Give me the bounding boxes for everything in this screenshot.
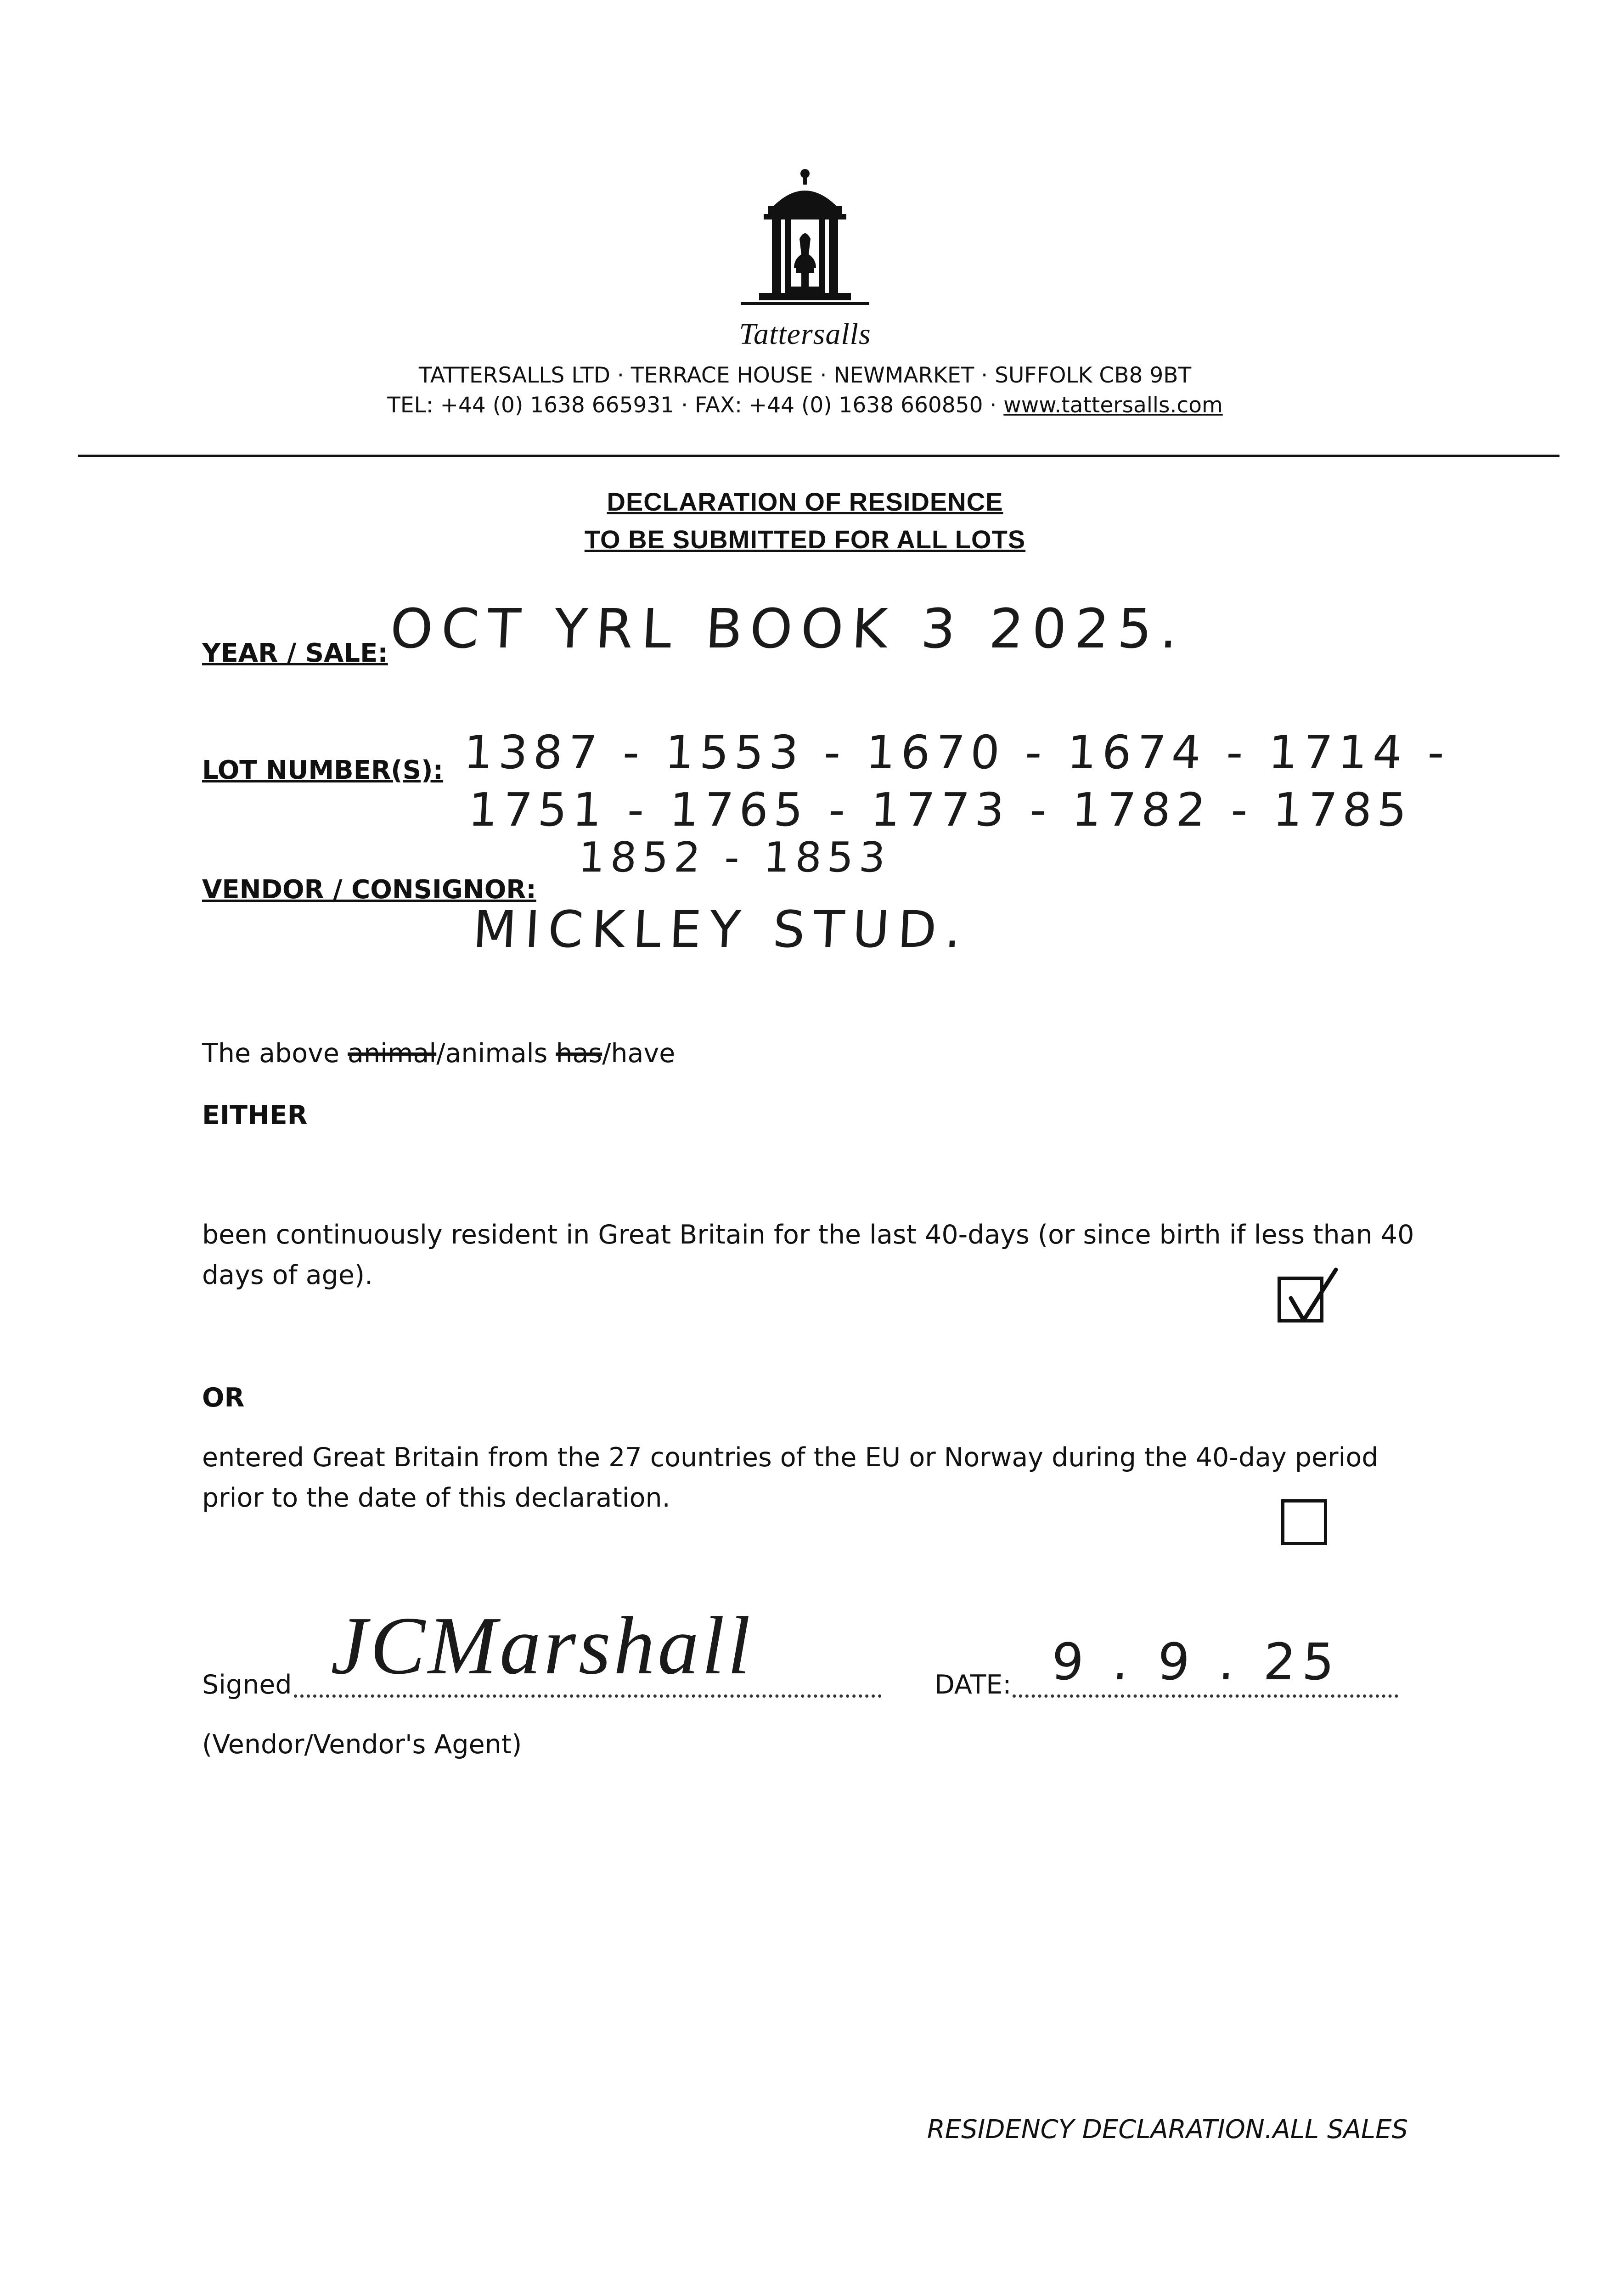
company-contact [0,393,1610,418]
checkmark-icon [1281,1266,1345,1330]
date-label: DATE: [934,1670,1012,1700]
vendor-value[interactable]: MICKLEY STUD. [471,900,971,959]
vendor-label: VENDOR / CONSIGNOR: [202,875,536,905]
lot-numbers-line3[interactable]: 1852 - 1853 [577,833,892,882]
contact-phone-fax: TEL: +44 (0) 1638 665931 · FAX: +44 (0) 1638 660850 · [387,393,1004,418]
date-value[interactable]: 9 . 9 . 25 [1050,1632,1343,1691]
signer-role: (Vendor/Vendor's Agent) [202,1729,522,1760]
brand-name: Tattersalls [739,317,871,351]
above-animals-statement [202,1033,675,1074]
option2-line2: prior to the date of this declaration. [202,1483,670,1513]
signature[interactable]: JCMarshall [331,1600,754,1691]
form-title-line2: TO BE SUBMITTED FOR ALL LOTS [584,525,1026,554]
have-text: /have [602,1038,676,1069]
signature-line [294,1694,882,1698]
date-line [1013,1694,1398,1698]
footer-form-id: RESIDENCY DECLARATION.ALL SALES [927,2115,1408,2144]
animals-text: /animals [436,1038,556,1069]
option2-line1: entered Great Britain from the 27 countries of the EU or Norway during the 40-day period [202,1442,1379,1473]
animal-struck: animal [348,1038,437,1069]
signed-label: Signed [202,1670,292,1700]
either-heading: EITHER [202,1100,308,1131]
option1-checkbox[interactable] [1278,1277,1323,1322]
lot-numbers-line2[interactable]: 1751 - 1765 - 1773 - 1782 - 1785 [467,783,1414,837]
year-sale-value[interactable]: OCT YRL BOOK 3 2025. [388,597,1188,660]
has-struck: has [556,1038,602,1069]
or-heading: OR [202,1383,245,1413]
company-address: TATTERSALLS LTD · TERRACE HOUSE · NEWMARKET · SUFFOLK CB8 9BT [418,363,1192,388]
website-link[interactable]: www.tattersalls.com [1003,393,1223,418]
tattersalls-logo-icon [741,165,869,317]
header-rule [78,455,1559,457]
form-title-line1: DECLARATION OF RESIDENCE [607,487,1003,516]
option1-line2: days of age). [202,1260,373,1290]
option1-line1: been continuously resident in Great Britain for the last 40-days (or since birth if less than 40 [202,1220,1414,1250]
above-prefix: The above [202,1038,348,1069]
year-sale-label: YEAR / SALE: [202,638,388,668]
lot-numbers-line1[interactable]: 1387 - 1553 - 1670 - 1674 - 1714 - [462,726,1452,779]
lot-numbers-label: LOT NUMBER(S): [202,755,444,785]
option2-checkbox[interactable] [1281,1499,1327,1545]
